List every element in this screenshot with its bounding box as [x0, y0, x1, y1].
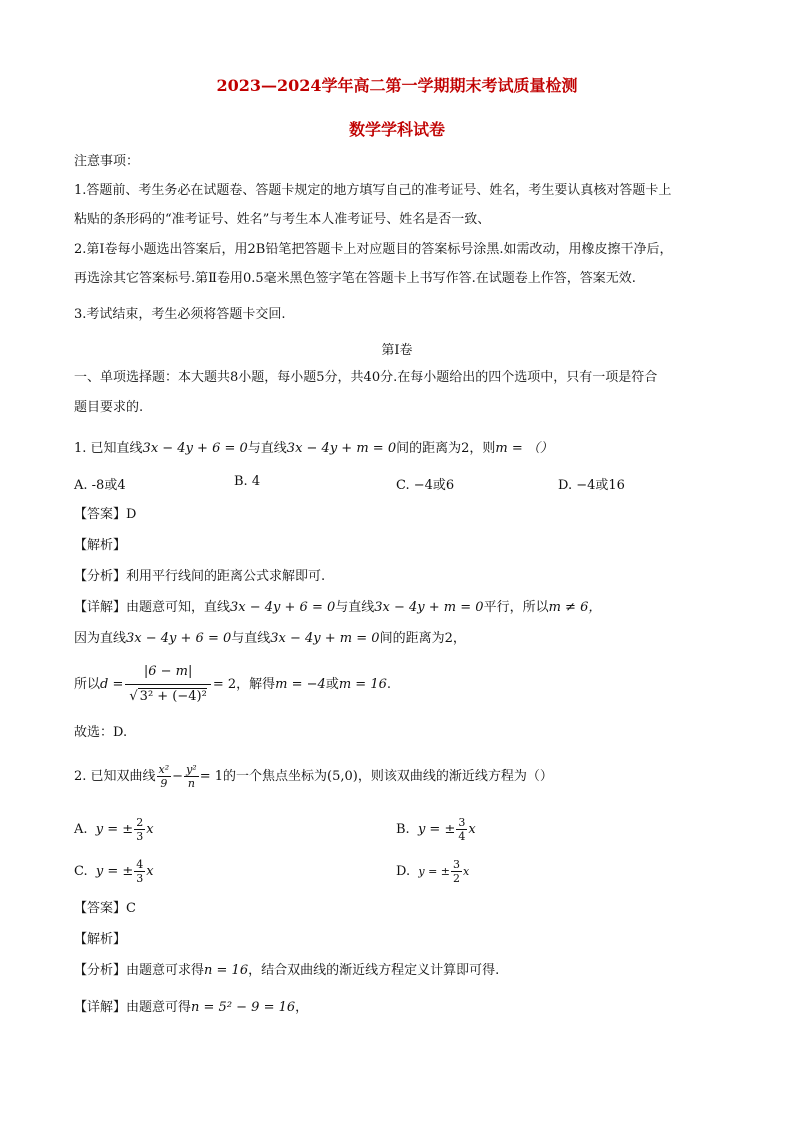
q2-option-b-frac — [456, 816, 467, 843]
q2-stem — [74, 762, 553, 792]
q2-option-a-den: 3 — [136, 830, 144, 843]
q2-option-b-den: 4 — [458, 830, 466, 843]
q2-option-b-label: B. — [396, 822, 410, 837]
q1-answer: 【答案】D — [74, 507, 137, 522]
q2-minus: − — [172, 769, 184, 784]
exam-title: 2023—2024学年高二第一学期期末考试质量检测 — [216, 76, 578, 95]
q1-eq1: 3x − 4y + 6 = 0 — [142, 441, 248, 456]
q2-fenxi — [74, 962, 499, 980]
q2-point: (5,0) — [327, 769, 358, 784]
q2-frac-1 — [157, 763, 172, 790]
distance-radicand: 3² + (−4)² — [139, 689, 207, 704]
q2-option-c-label: C. — [74, 864, 88, 879]
q1-mid: 与直线 — [247, 441, 287, 456]
q1-detail-mid: 与直线 — [335, 600, 375, 615]
distance-numerator: |6 − m| — [125, 662, 210, 685]
q2-option-d-label: D. — [396, 864, 411, 879]
q2-fenxi-eq: n = 16 — [204, 963, 249, 978]
q1-detail — [74, 599, 601, 617]
q1-detail-pre: 【详解】由题意可知，直线 — [74, 600, 231, 615]
q1-so-pre: 所以 — [74, 677, 101, 692]
q1-solution — [74, 662, 391, 707]
q2-option-a-num: 2 — [136, 816, 144, 829]
q1-choose: 故选：D. — [74, 725, 128, 740]
q1-so-m1: m = −4 — [275, 677, 326, 692]
q2-frac-2 — [184, 763, 199, 790]
note-1b: 粘贴的条形码的“准考证号、姓名”与考生本人准考证号、姓名是否一致、 — [74, 212, 491, 227]
q1-because — [74, 630, 466, 648]
q1-because-post: 间的距离为2， — [379, 631, 466, 646]
q2-option-d-x: x — [463, 865, 470, 878]
note-2b: 再选涂其它答案标号.第Ⅱ卷用0.5毫米黑色签字笔在答题卡上书写作答.在试题卷上作答，答案无效. — [74, 271, 636, 286]
q1-ask: m = （） — [495, 441, 553, 456]
q2-option-a — [74, 816, 154, 843]
q1-eq2: 3x − 4y + m = 0 — [286, 441, 397, 456]
q2-option-d — [396, 858, 469, 885]
q2-option-d-pre: y = ± — [418, 865, 451, 878]
q1-option-d: D. −4或16 — [558, 478, 625, 493]
volume-heading: 第Ⅰ卷 — [381, 343, 413, 358]
q1-option-b: B. 4 — [234, 474, 261, 489]
q1-because-mid: 与直线 — [231, 631, 271, 646]
section-intro-b: 题目要求的. — [74, 400, 144, 415]
q2-option-c-num: 4 — [136, 858, 144, 871]
q2-option-c-frac — [134, 858, 145, 885]
q2-option-d-num: 3 — [453, 858, 461, 871]
q2-detail-post: ， — [295, 1000, 309, 1015]
q1-detail-post: 平行，所以 — [483, 600, 549, 615]
q2-eq: = 1 — [199, 769, 223, 784]
q1-so-end: . — [386, 677, 391, 692]
q2-post2: ，则该双曲线的渐近线方程为（） — [357, 769, 553, 784]
q2-option-c-den: 3 — [136, 872, 144, 885]
q2-option-a-pre: y = ± — [95, 822, 134, 837]
q2-frac-1-num: x² — [158, 763, 170, 776]
q2-answer: 【答案】C — [74, 901, 136, 916]
q2-option-b — [396, 816, 476, 843]
q2-option-d-den: 2 — [453, 872, 461, 885]
exam-subtitle: 数学学科试卷 — [348, 120, 445, 139]
q2-option-c — [74, 858, 154, 885]
distance-denominator: √ 3² + (−4)² — [129, 689, 207, 704]
q2-option-a-frac — [134, 816, 145, 843]
q2-frac-2-num: y² — [186, 763, 197, 776]
q1-detail-eq2: 3x − 4y + m = 0 — [374, 600, 484, 615]
q1-because-eq2: 3x − 4y + m = 0 — [270, 631, 380, 646]
notes-heading: 注意事项： — [74, 154, 140, 169]
q2-analysis: 【解析】 — [74, 932, 127, 947]
q1-option-a: A. -8或4 — [74, 478, 126, 493]
q2-option-a-x: x — [146, 822, 154, 837]
q1-detail-ne: m ≠ 6， — [548, 600, 602, 615]
q1-fenxi: 【分析】利用平行线间的距离公式求解即可. — [74, 569, 326, 584]
q2-option-b-pre: y = ± — [417, 822, 456, 837]
q1-pre: 1. 已知直线 — [74, 441, 143, 456]
q1-post: 间的距离为2，则 — [396, 441, 496, 456]
q2-fenxi-pre: 【分析】由题意可求得 — [74, 963, 205, 978]
q2-option-c-x: x — [146, 864, 154, 879]
q2-frac-1-den: 9 — [160, 777, 168, 790]
q2-post: 的一个焦点坐标为 — [223, 769, 328, 784]
q1-so-post: ，解得 — [236, 677, 276, 692]
q2-fenxi-post: ，结合双曲线的渐近线方程定义计算即可得. — [248, 963, 500, 978]
q2-pre: 2. 已知双曲线 — [74, 769, 156, 784]
q2-option-b-num: 3 — [458, 816, 466, 829]
q1-stem — [74, 440, 553, 458]
q1-so-d: d = — [100, 677, 124, 692]
q2-option-b-x: x — [468, 822, 476, 837]
note-1a: 1.答题前、考生务必在试题卷、答题卡规定的地方填写自己的准考证号、姓名，考生要认真核对答题卡上 — [74, 183, 672, 198]
q2-frac-2-den: n — [187, 777, 195, 790]
q2-option-d-frac — [451, 858, 462, 885]
q1-analysis: 【解析】 — [74, 538, 127, 553]
distance-fraction — [125, 662, 210, 707]
q2-detail — [74, 999, 308, 1017]
q1-option-c: C. −4或6 — [396, 478, 455, 493]
q1-because-eq1: 3x − 4y + 6 = 0 — [126, 631, 232, 646]
q1-so-m2: m = 16 — [338, 677, 387, 692]
note-3: 3.考试结束，考生必须将答题卡交回. — [74, 307, 286, 322]
q2-option-a-label: A. — [74, 822, 88, 837]
q1-because-pre: 因为直线 — [74, 631, 127, 646]
q1-detail-eq1: 3x − 4y + 6 = 0 — [230, 600, 336, 615]
q1-so-eq: = 2 — [212, 677, 237, 692]
note-2a: 2.第Ⅰ卷每小题选出答案后，用2B铅笔把答题卡上对应题目的答案标号涂黑.如需改动，用橡皮擦干净后， — [74, 242, 673, 257]
q2-detail-pre: 【详解】由题意可得 — [74, 1000, 192, 1015]
q1-so-or: 或 — [325, 677, 339, 692]
q2-option-c-pre: y = ± — [95, 864, 134, 879]
q2-detail-eq: n = 5² − 9 = 16 — [191, 1000, 296, 1015]
section-intro-a: 一、单项选择题：本大题共8小题，每小题5分，共40分.在每小题给出的四个选项中，只有一项是符合 — [74, 370, 658, 385]
